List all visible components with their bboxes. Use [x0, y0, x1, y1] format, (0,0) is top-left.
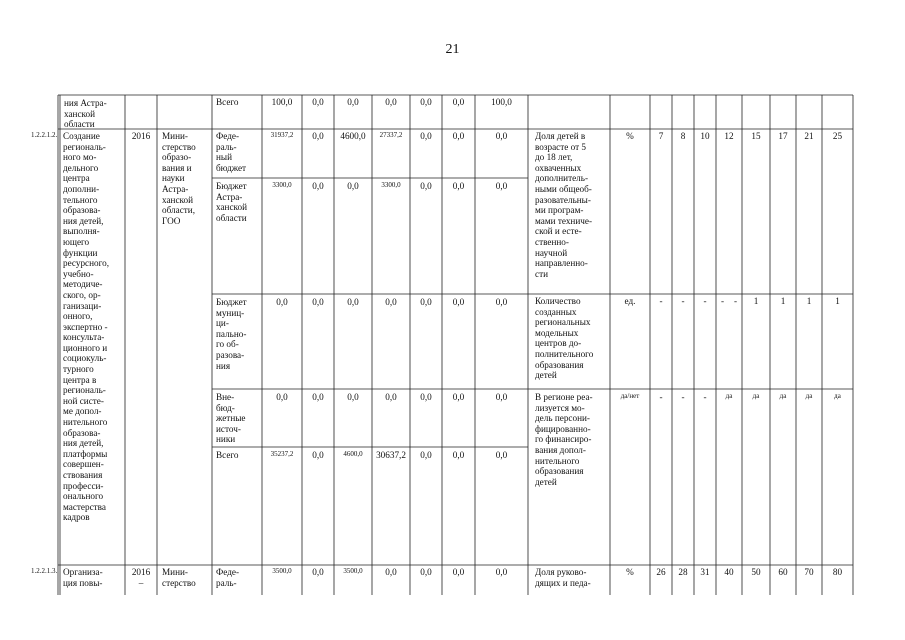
indicator-name: В регионе реа- лизуется мо- дель персони- фицированно- го финансиро- вания допол- нительного образования детей [535, 392, 593, 487]
row-code: 1.2.2.1.3. [31, 567, 58, 575]
indicator-val: - [703, 296, 707, 306]
fin-val: 0,0 [385, 297, 397, 307]
fin-val: 35237,2 [270, 450, 294, 458]
fin-val: 0,0 [276, 392, 288, 402]
fin-val: 3300,0 [381, 181, 401, 189]
indicator-name: Количество созданных региональных модельных центров до- полнительного образования детей [535, 296, 594, 381]
indicator-val: 1 [806, 296, 812, 306]
fin-val: 0,0 [452, 181, 465, 191]
fin-val: 0,0 [452, 567, 465, 577]
fin-source: Феде- раль- ный бюджет [216, 131, 247, 173]
top-val: 0,0 [347, 97, 359, 107]
top-val: 0,0 [312, 97, 324, 107]
fin-val: 0,0 [385, 392, 397, 402]
top-val: 0,0 [420, 97, 432, 107]
indicator-val: - [733, 296, 738, 306]
indicator-val: - [659, 392, 663, 402]
indicator-val: - [681, 296, 685, 306]
fin-val: 4600,0 [343, 450, 363, 458]
fin-val: 0,0 [495, 450, 508, 460]
row-executor: Мини- стерство образо- вания и науки Астра- ханской области, ГОО [162, 131, 196, 226]
indicator-val: да [779, 392, 787, 400]
fin-source: Всего [216, 450, 239, 460]
fin-val: 0,0 [495, 131, 508, 141]
fin-val: 0,0 [452, 297, 465, 307]
row-year: 2016 – [131, 567, 151, 588]
fin-val: 0,0 [312, 181, 324, 191]
fin-val: 27337,2 [379, 131, 403, 139]
top-source: Всего [216, 97, 239, 107]
row-code: 1.2.2.1.2. [31, 131, 58, 139]
indicator-val: 60 [778, 567, 788, 577]
fin-source: Феде- раль- [216, 567, 240, 588]
fin-val: 0,0 [347, 392, 359, 402]
indicator-val: да [752, 392, 760, 400]
fin-val: 3500,0 [272, 567, 292, 575]
fin-val: 0,0 [452, 450, 465, 460]
indicator-val: 10 [700, 131, 710, 141]
fin-val: 0,0 [312, 450, 324, 460]
fin-val: 3500,0 [343, 567, 363, 575]
indicator-val: 15 [751, 131, 761, 141]
fin-val: 0,0 [276, 297, 288, 307]
row-executor: Мини- стерство [162, 567, 196, 588]
indicator-val: да [805, 392, 813, 400]
indicator-unit: % [626, 131, 634, 141]
indicator-val: 7 [658, 131, 664, 141]
fin-val: 0,0 [312, 392, 324, 402]
fin-val: 0,0 [420, 131, 432, 141]
fin-val: 0,0 [312, 297, 324, 307]
indicator-val: 12 [724, 131, 734, 141]
indicator-val: - [720, 296, 725, 306]
indicator-val: 1 [780, 296, 786, 306]
fin-val: 0,0 [420, 297, 432, 307]
fin-source: Вне- бюд- жетные источ- ники [216, 392, 246, 445]
indicator-val: - [659, 296, 663, 306]
fin-val: 0,0 [347, 181, 359, 191]
fin-val: 0,0 [495, 297, 508, 307]
page-number: 21 [445, 42, 460, 57]
fin-val: 0,0 [495, 181, 508, 191]
fin-source: Бюджет Астра- ханской области [216, 181, 248, 223]
fin-val: 3300,0 [272, 181, 292, 189]
row-year: 2016 [131, 131, 151, 141]
indicator-val: 26 [656, 567, 666, 577]
fin-val: 0,0 [312, 131, 324, 141]
indicator-val: 21 [804, 131, 814, 141]
fin-val: 31937,2 [270, 131, 294, 139]
top-val: 100,0 [491, 97, 512, 107]
fin-val: 0,0 [495, 567, 508, 577]
top-val: 0,0 [385, 97, 397, 107]
indicator-unit: % [626, 567, 634, 577]
indicator-val: 80 [832, 567, 843, 577]
indicator-val: 25 [832, 131, 843, 141]
fin-val: 0,0 [420, 392, 432, 402]
indicator-val: 8 [680, 131, 686, 141]
row-name: Организа- ция повы- [63, 567, 103, 588]
indicator-val: 31 [700, 567, 710, 577]
indicator-val: да [725, 392, 733, 400]
fin-val: 4600,0 [340, 131, 366, 141]
indicator-val: 50 [751, 567, 761, 577]
row-name: Создание региональ- ного мо- дельного центра дополни- тельного образова- ния детей, выполня- ющего функции ресурсного, учебно- методиче- ского, ор- ганизаци- онного, экспертно - консульта- ционного и социокуль- турного центра в региональ- ной систе- ме допол- нительного образова- ния детей, платформы совершен- ствования професси- онального мастерства кадров [63, 131, 110, 523]
fin-val: 0,0 [420, 567, 432, 577]
indicator-name: Доля руково- дящих и педа- [535, 567, 591, 588]
indicator-val: 40 [724, 567, 734, 577]
indicator-val: 1 [753, 296, 759, 306]
indicator-val: да [834, 392, 841, 400]
indicator-val: 1 [835, 296, 840, 306]
indicator-val: - [703, 392, 707, 402]
fin-val: 30637,2 [376, 450, 406, 460]
fin-val: 0,0 [420, 450, 432, 460]
fin-val: 0,0 [452, 131, 465, 141]
fin-source: Бюджет муниц- ци- пально- го об- разова- ния [216, 297, 247, 371]
indicator-val: 70 [804, 567, 814, 577]
fin-val: 0,0 [347, 297, 359, 307]
indicator-val: 28 [678, 567, 688, 577]
fin-val: 0,0 [385, 567, 397, 577]
indicator-val: 17 [778, 131, 788, 141]
fin-val: 0,0 [495, 392, 508, 402]
fin-val: 0,0 [452, 392, 465, 402]
fin-val: 0,0 [420, 181, 432, 191]
indicator-unit: ед. [624, 296, 636, 306]
indicator-val: - [681, 392, 685, 402]
fin-val: 0,0 [312, 567, 324, 577]
indicator-unit: да/нет [620, 392, 640, 400]
top-val: 0,0 [452, 97, 465, 107]
top-row-name: ния Астра- ханской области [64, 98, 107, 130]
indicator-name: Доля детей в возрасте от 5 до 18 лет, охваченных дополнитель- ными общеоб- разовательны- ми програм- мами техниче- ской и есте- ственно- научной направленно- сти [535, 131, 593, 279]
top-val: 100,0 [271, 97, 293, 107]
